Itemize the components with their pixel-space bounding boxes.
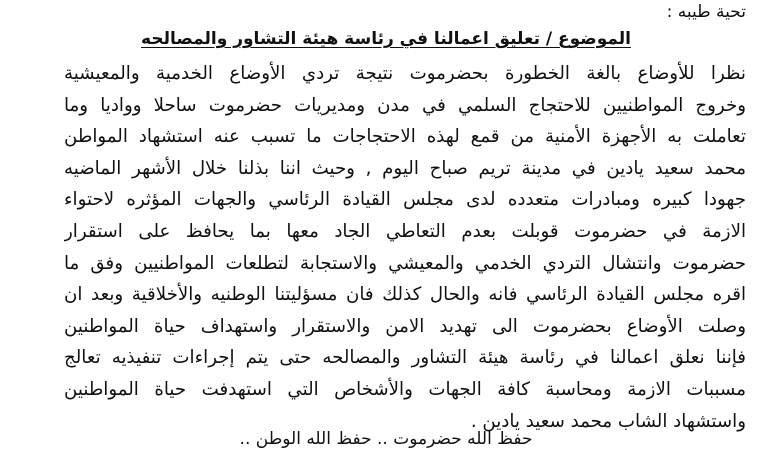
body-line: الازمة في حضرموت قوبلت بعدم التعاطي الجاد معها بما يحافظ على استقرار — [64, 220, 746, 242]
closing-text: حفظ الله حضرموت .. حفظ الله الوطن .. — [239, 429, 533, 449]
body-line: وصلت الأوضاع بحضرموت الى تهديد الامن والاستقرار واستهداف حياة المواطنين — [64, 315, 746, 337]
letter-body — [64, 58, 746, 437]
body-line: اقره مجلس القيادة الرئاسي فانه والحال كذلك فان مسؤليتنا الوطنيه والأخلاقية وبعد ان — [64, 284, 746, 306]
body-line: وخروج المواطنيين للاحتجاج السلمي في مدن ومديريات حضرموت ساحلا وواديا وما — [64, 94, 746, 116]
body-line: فإننا نعلق اعمالنا في رئاسة هيئة التشاور والمصالحه حتى يتم إجراءات تنفيذيه تعالج — [64, 347, 746, 369]
subject-text: الموضوع / تعليق اعمالنا في رئاسة هيئة التشاور والمصالحه — [141, 29, 631, 49]
body-line: جهودا كبيره ومبادرات متعدده لدى مجلس القيادة الرئاسي والجهات المؤثره لاحتواء — [64, 189, 746, 211]
body-line: مسببات الازمة ومحاسبة كافة الجهات والأشخاص التي استهدفت حياة المواطنين — [64, 378, 746, 400]
subject-heading — [0, 26, 772, 52]
body-line: حضرموت وانتشال التردي الخدمي والمعيشي والاستجابة لتطلعات المواطنيين وفق ما — [64, 252, 746, 274]
body-line: نظرا للأوضاع بالغة الخطورة بحضرموت نتيجة تردي الأوضاع الخدمية والمعيشية — [64, 63, 746, 84]
body-line: محمد سعيد يادين في مدينة تريم صباح اليوم , وحيث اننا بذلنا خلال الأشهر الماضيه — [64, 157, 746, 179]
body-line: واستشهاد الشاب محمد سعيد يادين . — [470, 410, 746, 432]
greeting-text: تحية طيبه : — [666, 2, 746, 22]
body-line: تعاملت به الأجهزة الأمنية من قمع لهذه الاحتجاجات ما تسبب عنه استشهاد المواطن — [64, 126, 746, 148]
